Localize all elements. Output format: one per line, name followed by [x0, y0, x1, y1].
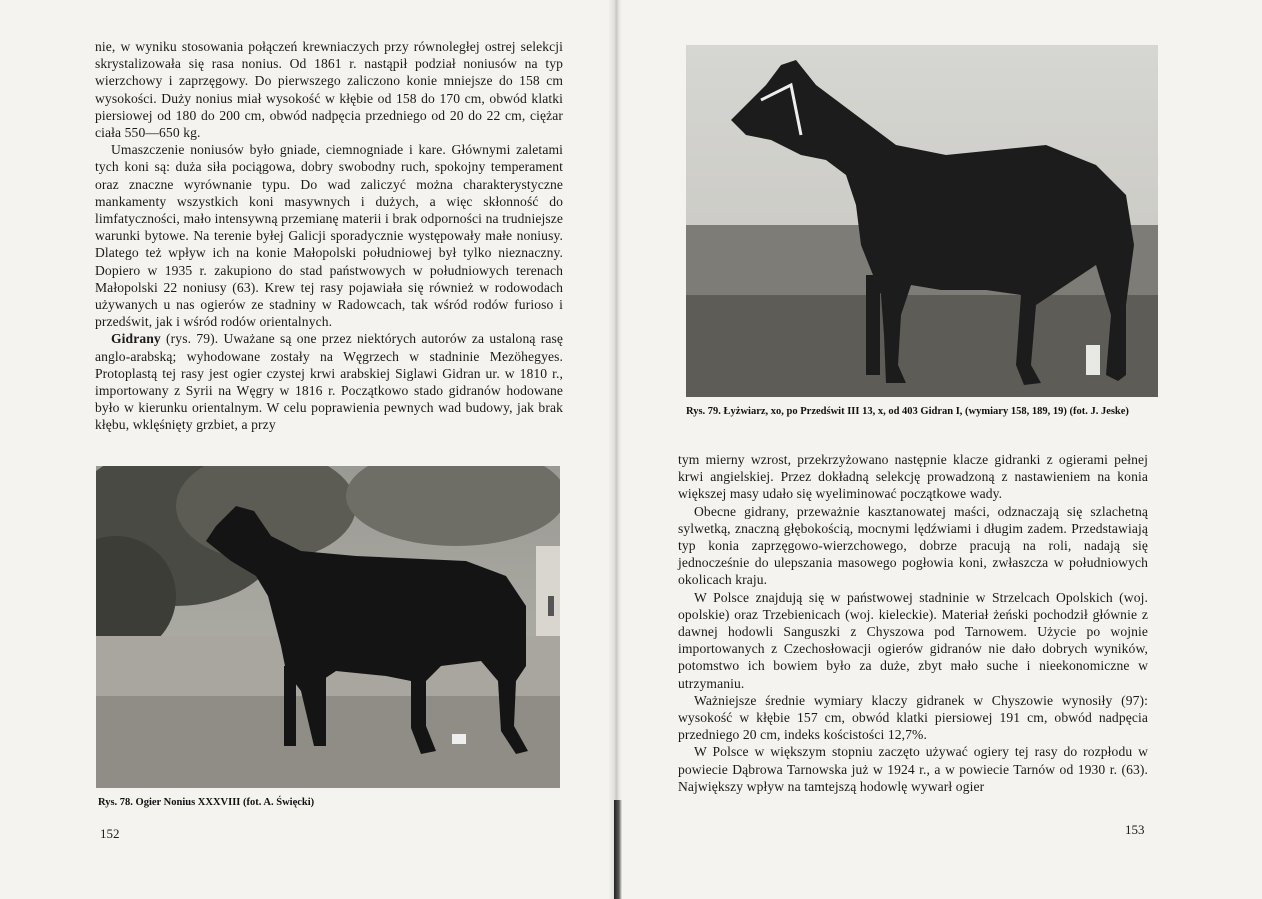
- gidran-horse-photo: [686, 45, 1158, 397]
- left-page: [0, 0, 612, 899]
- left-paragraph-3-text: (rys. 79). Uważane są one przez niektórych autorów za ustaloną rasę anglo-arabską; wyhodowane zostały na Węgrzech w stadninie Mezöhegyes. Protoplastą tej rasy jest ogier czystej krwi arabskiej Siglawi Gidran ur. w 1810 r., importowany z Syrii na Węgry w 1816 r. Początkowo stado gidranów hodowane było w kierunku orientalnym. W celu poprawienia pewnych wad budowy, jak brak kłębu, wklęśnięty grzbiet, a przy: [95, 331, 563, 433]
- gidrany-term: Gidrany: [111, 331, 161, 347]
- left-page-number: 152: [100, 826, 120, 841]
- left-paragraph-2: Umaszczenie noniusów było gniade, ciemnogniade i kare. Głównymi zaletami tych koni są: duża siła pociągowa, dobry swobodny ruch, spokojny temperament oraz znaczne wyrównanie typu. Do wad zaliczyć można charakterystyczne mankamenty wszystkich koni masywnych i dużych, a więc skłonność do limfatyczności, mało intensywną przemianę materii i brak odporności na trudniejsze warunki bytowe. Na terenie byłej Galicji sporadycznie występowały małe noniusy. Dlatego też wpływ ich na konie Małopolski południowej był tylko nieznaczny. Dopiero w 1935 r. zakupiono do stad państwowych w południowych terenach Małopolski 22 noniusy (63). Krew tej rasy pojawiała się również w rodowodach używanych u nas ogierów ze stadniny w Radowcach, tak wśród rodów furioso i przedświt, jak i wśród rodów orientalnych.: [95, 142, 563, 330]
- right-paragraph-3: W Polsce znajdują się w państwowej stadninie w Strzelcach Opolskich (woj. opolskie) oraz Trzebienicach (woj. kieleckie). Materiał żeński pochodził głównie z dawnej hodowli Sanguszki z Chyszowa pod Tarnowem. Użycie po wojnie importowanych z Czechosłowacji ogierów gidranów nie dało dobrych wyników, potomstwo ich bowiem było za duże, zbyt mało suche i nieekonomiczne w utrzymaniu.: [678, 589, 1148, 691]
- left-body-text: [95, 38, 563, 434]
- right-page-number: 153: [1125, 822, 1145, 837]
- right-paragraph-5: W Polsce w większym stopniu zaczęto używać ogiery tej rasy do rozpłodu w powiecie Dąbrowa Tarnowska już w 1924 r., a w powiecie Tarnów od 1930 r. (63). Największy wpływ na tamtejszą hodowlę wywarł ogier: [678, 744, 1148, 794]
- nonius-horse-photo: [96, 466, 560, 788]
- figure-79-caption: Rys. 79. Łyżwiarz, xo, po Przedświt III 13, x, od 403 Gidran I, (wymiary 158, 189, 19) (fot. J. Jeske): [686, 406, 1129, 417]
- left-paragraph-1: nie, w wyniku stosowania połączeń krewniaczych przy równoległej ostrej selekcji skrystalizowała się rasa nonius. Od 1861 r. nastąpił podział noniusów na typ wierzchowy i zaprzęgowy. Do pierwszego zaliczono konie mniejsze do 158 cm wysokości. Duży nonius miał wysokość w kłębie od 158 do 170 cm, obwód klatki piersiowej od 180 do 200 cm, obwód nadpęcia przedniego od 20 do 22 cm, ciężar ciała 550—650 kg.: [95, 39, 563, 141]
- right-paragraph-4: Ważniejsze średnie wymiary klaczy gidranek w Chyszowie wynosiły (97): wysokość w kłębie 157 cm, obwód klatki piersiowej 191 cm, obwód nadpęcia przedniego 20 cm, indeks kościstości 12,7%.: [678, 692, 1148, 743]
- right-body-text: [678, 451, 1148, 795]
- left-paragraph-3: [95, 330, 563, 433]
- right-paragraph-2: Obecne gidrany, przeważnie kasztanowatej maści, odznaczają się szlachetną sylwetką, znaczną głębokością, mocnymi lędźwiami i długim zadem. Przedstawiają typ konia zaprzęgowo-wierzchowego, dobrze pracują na roli, nadają się jednocześnie do ulepszania masowego pogłowia koni, zwłaszcza w południowych okolicach kraju.: [678, 503, 1148, 588]
- right-paragraph-1: tym mierny wzrost, przekrzyżowano następnie klacze gidranki z ogierami pełnej krwi angielskiej. Przez dokładną selekcję prowadzoną z nastawieniem na konia większej masy udało się wyeliminować początkowe wady.: [678, 452, 1148, 502]
- figure-78-caption: Rys. 78. Ogier Nonius XXXVIII (fot. A. Święcki): [98, 797, 315, 808]
